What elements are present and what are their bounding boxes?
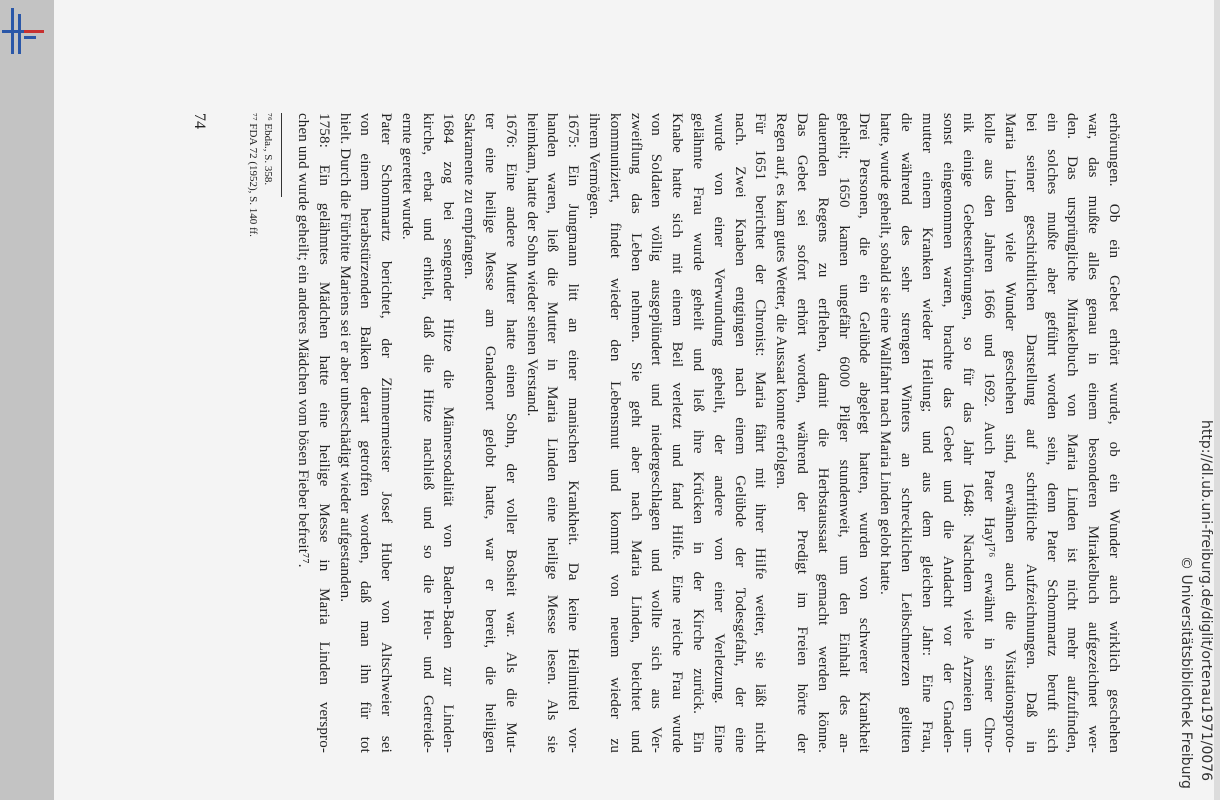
viewer-sidebar [0, 0, 54, 800]
text-line: kommuniziert, findet wieder den Lebensmut und kommt von neuem wieder zu [606, 113, 623, 753]
footnote-line: ⁷⁷ FDA 72 (1952), S. 140 ff. [247, 113, 260, 237]
text-line: von Soldaten völlig ausgeplündert und niedergeschlagen und wollte sich aus Ver- [648, 113, 665, 753]
text-line: geheilt; 1650 kamen ungefähr 6000 Pilger stundenweit, um den Einhalt des an- [835, 113, 852, 753]
text-line: 1675: Ein Jungmann litt an einer manischen Krankheit. Da keine Heilmittel vor- [565, 113, 582, 753]
source-url[interactable]: http://dl.ub.uni-freiburg.de/diglit/ortenau1971/0076 [1198, 420, 1214, 782]
text-line: 1758: Ein gelähmtes Mädchen hatte eine heilige Messe in Maria Linden verspro- [315, 113, 332, 753]
text-line: Knabe hatte sich mit einem Beil verletzt und fand Hilfe. Eine reiche Frau wurde [669, 113, 686, 753]
university-logo-icon [2, 8, 46, 54]
text-line: wurde von einer Verwundung geheilt, der andere von einer Verletzung. Eine [710, 113, 727, 753]
text-line: 1684 zog bei sengender Hitze die Männersodalität von Baden-Baden zur Linden- [440, 113, 457, 753]
text-line: kirche, erbat und erhielt, daß die Hitze nachließ und so die Heu- und Getreide- [419, 113, 436, 753]
text-line: Maria Linden viele Wunder geschehen sind, erwähnen auch die Visitationsproto- [1002, 113, 1019, 753]
text-line: von einem herabstürzenden Balken derart getroffen worden, daß man ihn für tot [357, 113, 374, 753]
text-line: Regen auf, es kam gutes Wetter, die Aussaat konnte erfolgen. [773, 113, 790, 489]
text-line: Für 1651 berichtet der Chronist: Maria fährt mit ihrer Hilfe weiter, sie läßt nicht [752, 113, 769, 753]
text-line: die während des sehr strengen Winters an schrecklichen Leibschmerzen gelitten [898, 113, 915, 753]
text-line: sonst eingenommen waren, brachte das Gebet und die Andacht vor der Gnaden- [939, 113, 956, 753]
text-line: Das Gebet sei sofort erhört worden, während der Predigt im Freien hörte der [794, 113, 811, 753]
text-line: chen und wurde geheilt; ein anderes Mädchen vom bösen Fieber befreit⁷⁷. [294, 113, 311, 568]
text-line: handen waren, ließ die Mutter in Maria Linden eine heilige Messe lesen. Als sie [544, 113, 561, 753]
text-line: nach. Zwei Knaben entgingen nach einem Gelübde der Todesgefahr, der eine [731, 113, 748, 753]
text-line: erhörungen. Ob ein Gebet erhört wurde, ob ein Wunder auch wirklich geschehen [1106, 113, 1122, 753]
text-line: gelähmte Frau wurde geheilt und ließ ihre Krücken in der Kirche zurück. Ein [690, 113, 707, 753]
text-line: den. Das ursprüngliche Mirakelbuch von Maria Linden ist nicht mehr aufzufinden, [1064, 113, 1081, 753]
text-line: nik einige Gebetserhörungen, so für das Jahr 1648: Nachdem viele Arzneien um- [960, 113, 977, 753]
text-line: zweiflung das Leben nehmen. Sie geht aber nach Maria Linden, beichtet und [627, 113, 644, 753]
footnote-line: ⁷⁶ Ebda., S. 358. [262, 113, 275, 186]
text-line: mutter einem Kranken wieder Heilung; und aus dem gleichen Jahr: Eine Frau, [918, 113, 935, 753]
text-line: ihrem Vermögen. [586, 113, 603, 220]
text-line: hatte, wurde geheilt, sobald sie eine Wallfahrt nach Maria Linden gelobt hatte. [877, 113, 894, 595]
text-line: Pater Schommartz berichtet, der Zimmermeister Josef Huber von Altschweier sei [378, 113, 395, 753]
text-line: Sakramente zu empfangen. [461, 113, 478, 280]
text-line: Drei Personen, die ein Gelübde abgelegt hatten, wurden von schwerer Krankheit [856, 113, 873, 753]
text-line: 1676: Eine andere Mutter hatte einen Sohn, der voller Bosheit war. Als die Mut- [502, 113, 519, 753]
page-number: 74 [191, 113, 209, 129]
footnote-divider [281, 113, 282, 197]
text-line: bei seiner geschichtlichen Darstellung auf schriftliche Aufzeichnungen. Daß in [1022, 113, 1039, 753]
text-line: war, das mußte alles genau in einem besonderen Mirakelbuch aufgezeichnet wer- [1085, 113, 1102, 753]
page-edge [1214, 0, 1220, 800]
text-line: hielt. Durch die Fürbitte Mariens sei er aber unbeschädigt wieder aufgestanden. [336, 113, 353, 603]
page-text-block [134, 113, 1124, 753]
footnotes [245, 113, 275, 753]
text-line: kolle aus den Jahren 1666 und 1692. Auch Pater Hayl⁷⁶ erwähnt in seiner Chro- [981, 113, 998, 753]
text-line: heimkam, hatte der Sohn wieder seinen Verstand. [523, 113, 540, 417]
body-text [292, 113, 1124, 753]
text-line: ter eine heilige Messe am Gnadenort gelobt hatte, war er bereit, die heiligen [482, 113, 499, 753]
text-line: ein solches mußte aber geführt worden sein, denn Pater Schommartz beruft sich [1043, 113, 1060, 753]
copyright-notice: © Universitätsbibliothek Freiburg [1178, 556, 1194, 789]
text-line: dauernden Regens zu erflehen, damit die Herbstaussaat gemacht werden könne. [814, 113, 831, 753]
text-line: ernte gerettet wurde. [398, 113, 415, 240]
